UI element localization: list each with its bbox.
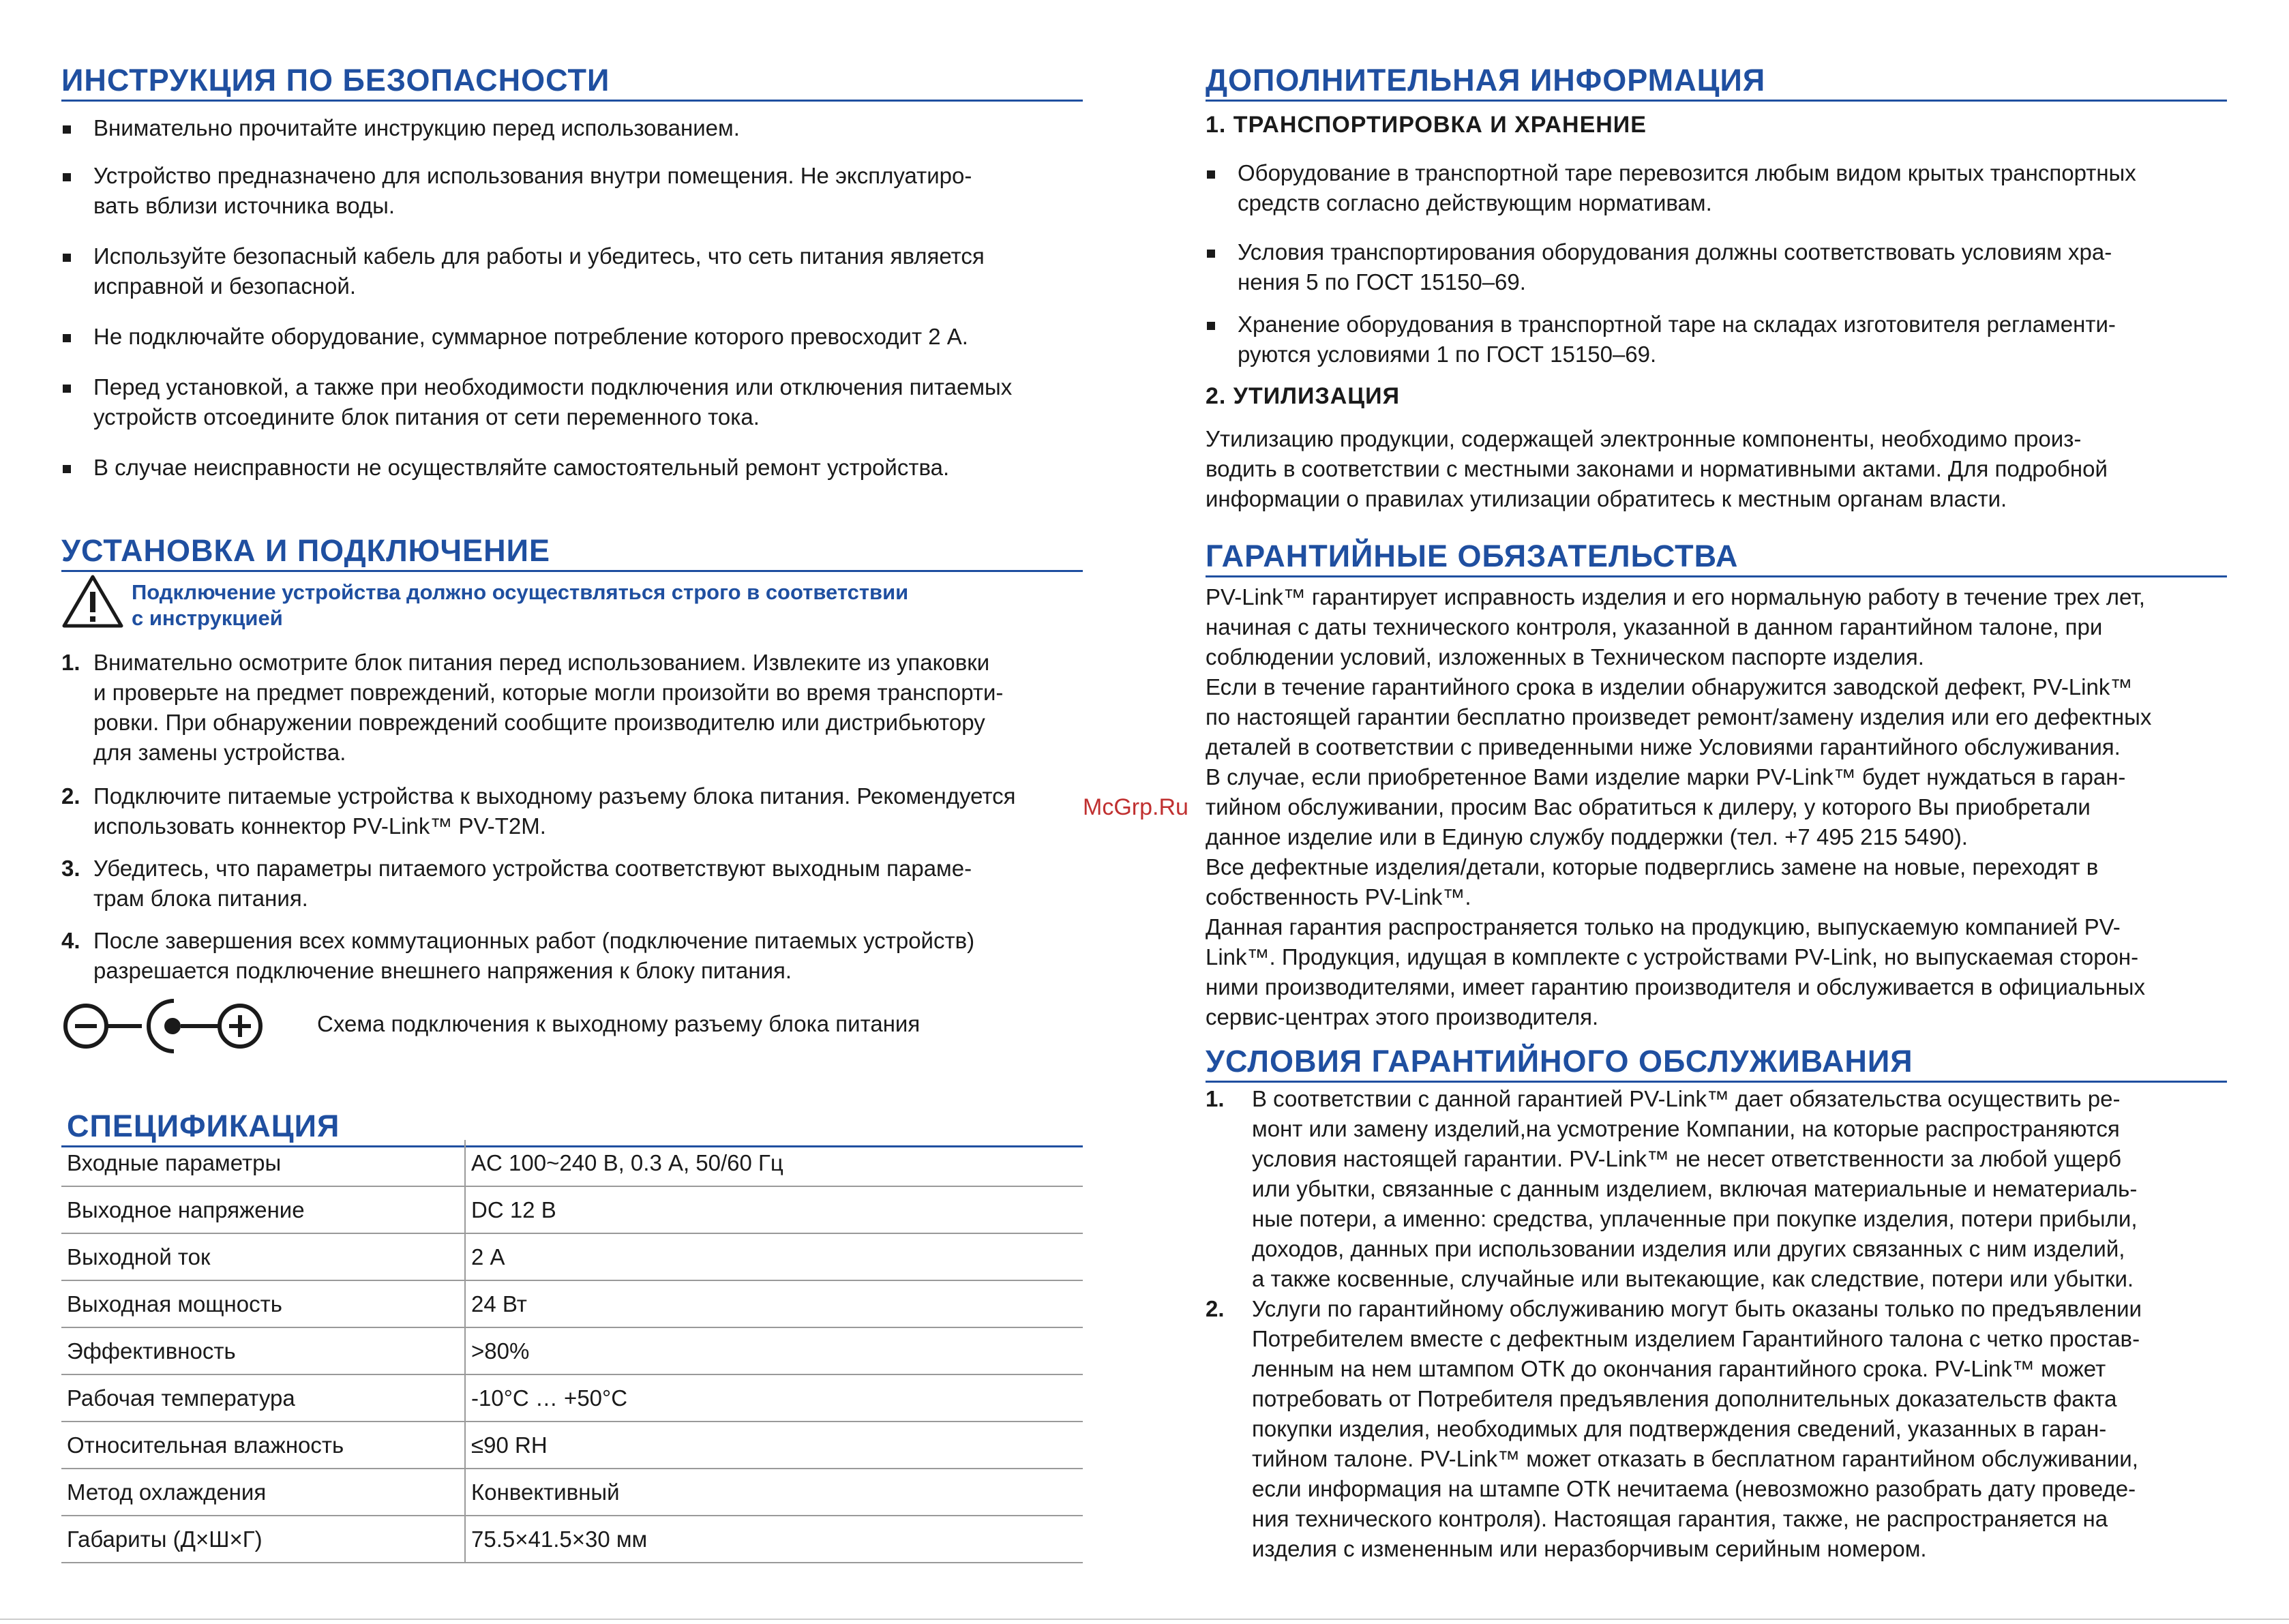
spec-row xyxy=(61,1280,1083,1327)
warranty-text: PV-Link™ гарантирует исправность изделия и его нормальную работу в течение трех лет, начиная с даты технического контроля, указанной в данном гарантийном талоне, при соблюдении условий, изложенных в Техническом паспорте изделия. Если в течение гарантийного срока в изделии обнаружится заводской дефект, PV-Link™ по настоящей гарантии бесплатно произведет ремонт/замену изделия или его дефектных деталей в соответствии с приведенными ниже Условиями гарантийного обслуживания. В случае, если приобретенное Вами изделие марки PV-Link™ будет нуждаться в гаран- тийном обслуживании, просим Вас обратиться к дилеру, у которого Вы приобретали данное изделие или в Единую службу поддержки (тел. +7 495 215 5490). Все дефектные изделия/детали, которые подверглись замене на новые, переходят в собственность PV-Link™. Данная гарантия распространяется только на продукцию, выпускаемую компанией PV- Link™. Продукция, идущая в комплекте с устройствами PV-Link, но выпускаемая сторон- ними производителями, имеет гарантию производителя и обслуживается в официальных сервис-центрах этого производителя. xyxy=(1206,584,2152,1029)
condition-item: 2. Услуги по гарантийному обслуживанию могут быть оказаны только по предъявлении Потребителем вместе с дефектным изделием Гарантийного талона с четко простав- ленным на нем штампом ОТК до окончания гарантийного срока. PV-Link™ может потребовать от Потребителя предъявления дополнительных доказательств факта покупки изделия, необходимых для подтверждения сведений, указанных в гаран- тийном талоне. PV-Link™ может отказать в бесплатном гарантийном обслуживании, если информация на штампе ОТК нечитаема (невозможно разобрать дату проведе- ния технического контроля). Настоящая гарантия, также, не распространяется на изделия с измененным или неразборчивым серийным номером. xyxy=(1206,1296,2142,1561)
spec-row xyxy=(61,1140,1083,1186)
safety-item: В случае неисправности не осуществляйте самостоятельный ремонт устройства. xyxy=(61,453,1083,483)
spec-row xyxy=(61,1374,1083,1422)
install-heading: УСТАНОВКА И ПОДКЛЮЧЕНИЕ xyxy=(61,533,1083,572)
spec-key: Рабочая температура xyxy=(61,1374,465,1422)
spec-row xyxy=(61,1186,1083,1233)
transport-subheading: 1. ТРАНСПОРТИРОВКА И ХРАНЕНИЕ xyxy=(1206,112,1647,138)
spec-value: DC 12 В xyxy=(465,1186,1083,1233)
warning-box xyxy=(61,573,1083,634)
transport-item: Хранение оборудования в транспортной таре на складах изготовителя регламенти- руются условиями 1 по ГОСТ 15150–69. xyxy=(1206,310,2227,370)
safety-heading: ИНСТРУКЦИЯ ПО БЕЗОПАСНОСТИ xyxy=(61,63,1083,102)
disposal-subheading: 2. УТИЛИЗАЦИЯ xyxy=(1206,383,1401,409)
transport-item: Условия транспортирования оборудования должны соответствовать условиям хра- нения 5 по ГОСТ 15150–69. xyxy=(1206,237,2227,297)
spec-value: 75.5×41.5×30 мм xyxy=(465,1516,1083,1563)
spec-row xyxy=(61,1516,1083,1563)
schema-label: Схема подключения к выходному разъему блока питания xyxy=(317,1011,921,1036)
bottom-rule xyxy=(0,1619,2289,1620)
spec-row xyxy=(61,1327,1083,1374)
install-step: 1. Внимательно осмотрите блок питания перед использованием. Извлеките из упаковки и проверьте на предмет повреждений, которые могли произойти во время транспорти- ровки. При обнаружении повреждений сообщите производителю или дистрибьютору для замены устройства. xyxy=(61,650,1004,765)
spec-row xyxy=(61,1469,1083,1516)
spec-value: 24 Вт xyxy=(465,1280,1083,1327)
install-step: 2. Подключите питаемые устройства к выходному разъему блока питания. Рекомендуется использовать коннектор PV-Link™ PV-T2M. xyxy=(61,783,1016,839)
safety-item: Перед установкой, а также при необходимости подключения или отключения питаемых устройств отсоедините блок питания от сети переменного тока. xyxy=(61,372,1083,432)
condition-item: 1. В соответствии с данной гарантией PV-Link™ дает обязательства осуществить ре- монт или замену изделий,на усмотрение Компании, на которые распространяются условия настоящей гарантии. PV-Link™ не несет ответственности за любой ущерб или убытки, связанные с данным изделием, включая материальные и нематериаль- ные потери, а именно: средства, уплаченные при покупке изделия, потери прибыли, доходов, данных при использовании изделия или других связанных с ним изделий, а также косвенные, случайные или вытекающие, как следствие, потери или убытки. xyxy=(1206,1086,2138,1291)
warranty-heading: ГАРАНТИЙНЫЕ ОБЯЗАТЕЛЬСТВА xyxy=(1206,539,2227,577)
spec-key: Выходной ток xyxy=(61,1233,465,1280)
polarity-diagram xyxy=(61,995,266,1057)
safety-item: Не подключайте оборудование, суммарное потребление которого превосходит 2 А. xyxy=(61,322,1083,352)
spec-row xyxy=(61,1422,1083,1469)
disposal-text: Утилизацию продукции, содержащей электронные компоненты, необходимо произ- водить в соответствии с местными законами и нормативными актами. Для подробной информации о правилах утилизации обратитесь к местным органам власти. xyxy=(1206,426,2108,511)
spec-table xyxy=(61,1140,1083,1563)
spec-value: 2 А xyxy=(465,1233,1083,1280)
spec-key: Габариты (Д×Ш×Г) xyxy=(61,1516,465,1563)
spec-row xyxy=(61,1233,1083,1280)
transport-item: Оборудование в транспортной таре перевозится любым видом крытых транспортных средств согласно действующим нормативам. xyxy=(1206,158,2227,218)
warning-text: Подключение устройства должно осуществляться строго в соответствии с инструкцией xyxy=(132,580,909,630)
safety-item: Внимательно прочитайте инструкцию перед использованием. xyxy=(61,113,1083,143)
spec-key: Относительная влажность xyxy=(61,1422,465,1469)
safety-item: Используйте безопасный кабель для работы и убедитесь, что сеть питания является исправной и безопасной. xyxy=(61,241,1083,301)
spec-key: Выходная мощность xyxy=(61,1280,465,1327)
safety-item: Устройство предназначено для использования внутри помещения. Не эксплуатиро- вать вблизи источника воды. xyxy=(61,161,1083,221)
conditions-heading: УСЛОВИЯ ГАРАНТИЙНОГО ОБСЛУЖИВАНИЯ xyxy=(1206,1044,2227,1083)
spec-key: Эффективность xyxy=(61,1327,465,1374)
spec-value: Конвективный xyxy=(465,1469,1083,1516)
watermark: McGrp.Ru xyxy=(1083,794,1188,820)
spec-value: >80% xyxy=(465,1327,1083,1374)
install-step: 4. После завершения всех коммутационных работ (подключение питаемых устройств) разрешается подключение внешнего напряжения к блоку питания. xyxy=(61,928,975,983)
spec-key: Выходное напряжение xyxy=(61,1186,465,1233)
warning-icon xyxy=(61,574,124,629)
install-step: 3. Убедитесь, что параметры питаемого устройства соответствуют выходным параме- трам блока питания. xyxy=(61,856,972,911)
extra-heading: ДОПОЛНИТЕЛЬНАЯ ИНФОРМАЦИЯ xyxy=(1206,63,2227,102)
spec-heading: СПЕЦИФИКАЦИЯ xyxy=(61,1109,1083,1147)
spec-value: AC 100~240 В, 0.3 А, 50/60 Гц xyxy=(465,1140,1083,1186)
spec-value: ≤90 RH xyxy=(465,1422,1083,1469)
spec-key: Входные параметры xyxy=(61,1140,465,1186)
spec-value: -10°С … +50°С xyxy=(465,1374,1083,1422)
spec-key: Метод охлаждения xyxy=(61,1469,465,1516)
